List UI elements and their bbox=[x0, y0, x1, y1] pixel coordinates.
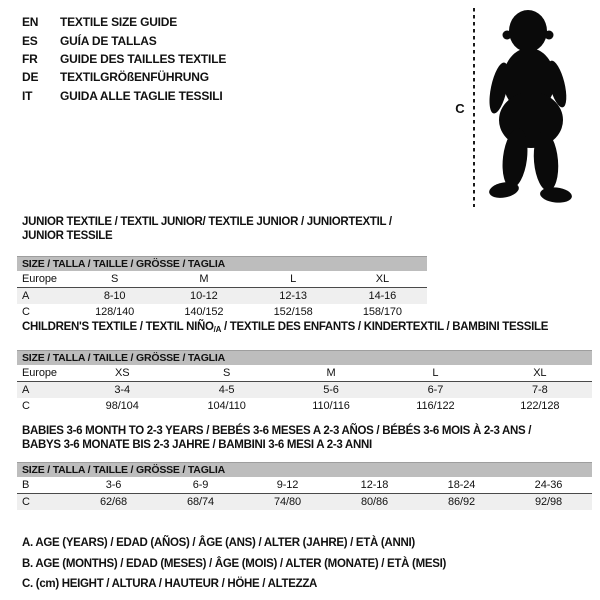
size-cell: XL bbox=[375, 273, 389, 285]
row-label: C bbox=[22, 400, 30, 412]
language-row bbox=[22, 50, 226, 68]
size-cell: 3-4 bbox=[114, 384, 130, 396]
table-title-line bbox=[22, 424, 592, 438]
size-cell: M bbox=[326, 367, 336, 379]
row-label: C bbox=[22, 496, 30, 508]
size-cell: 18-24 bbox=[447, 479, 476, 491]
language-code: EN bbox=[22, 15, 39, 30]
size-header-band: SIZE / TALLA / TAILLE / GRÖSSE / TAGLIA bbox=[17, 462, 592, 477]
footnotes bbox=[22, 533, 446, 595]
size-cell: 5-6 bbox=[323, 384, 339, 396]
size-cell: XS bbox=[114, 367, 130, 379]
size-cell: S bbox=[111, 273, 119, 285]
size-cell: 86/92 bbox=[447, 496, 476, 508]
size-cell: 3-6 bbox=[105, 479, 122, 491]
size-cell: 6-7 bbox=[427, 384, 444, 396]
size-row-c bbox=[17, 494, 592, 510]
size-row-c bbox=[17, 304, 427, 320]
language-code: DE bbox=[22, 70, 39, 85]
size-row-europe bbox=[17, 365, 592, 382]
size-cell: 92/98 bbox=[534, 496, 563, 508]
size-cell: 7-8 bbox=[532, 384, 548, 396]
title-text: BABIES 3-6 MONTH TO 2-3 YEARS / BEBÉS 3-6 MESES A 2-3 AÑOS / BÉBÉS 3-6 MOIS À 2-3 ANS / bbox=[22, 425, 532, 437]
language-row bbox=[22, 13, 226, 31]
title-subscript: /A bbox=[213, 325, 222, 334]
language-title: TEXTILE SIZE GUIDE bbox=[60, 15, 178, 30]
children-table-body bbox=[17, 365, 592, 414]
size-cell: 12-18 bbox=[360, 479, 389, 491]
size-cell: XL bbox=[533, 367, 547, 379]
row-label: A bbox=[22, 384, 30, 396]
size-cell: 10-12 bbox=[190, 290, 218, 302]
size-row-c bbox=[17, 398, 592, 414]
children-table-title bbox=[17, 320, 592, 337]
row-label: Europe bbox=[22, 367, 57, 379]
language-row bbox=[22, 31, 226, 49]
size-cell: 6-9 bbox=[192, 479, 209, 491]
size-header-band: SIZE / TALLA / TAILLE / GRÖSSE / TAGLIA bbox=[17, 256, 427, 271]
babies-size-table bbox=[17, 424, 592, 510]
language-title: GUIDA ALLE TAGLIE TESSILI bbox=[60, 88, 223, 103]
title-text: / TEXTILE DES ENFANTS / KINDERTEXTIL / BAMBINI TESSILE bbox=[221, 321, 549, 333]
row-label: Europe bbox=[22, 273, 57, 285]
size-cell: S bbox=[222, 367, 231, 379]
table-title-line bbox=[22, 320, 592, 337]
size-cell: L bbox=[290, 273, 297, 285]
size-cell: 122/128 bbox=[520, 400, 560, 412]
language-title: GUIDE DES TAILLES TEXTILE bbox=[60, 51, 227, 66]
size-cell: 12-13 bbox=[279, 290, 307, 302]
row-label: B bbox=[22, 479, 30, 491]
language-list bbox=[22, 13, 226, 105]
footnote-b: B. AGE (MONTHS) / EDAD (MESES) / ÂGE (MOIS) / ALTER (MONATE) / ETÀ (MESI) bbox=[22, 557, 447, 570]
language-code: ES bbox=[22, 33, 38, 48]
size-cell: 74/80 bbox=[273, 496, 302, 508]
size-cell: 158/170 bbox=[362, 306, 402, 318]
size-cell: 9-12 bbox=[276, 479, 299, 491]
language-code: IT bbox=[22, 88, 33, 103]
title-text: JUNIOR TEXTILE / TEXTIL JUNIOR/ TEXTILE JUNIOR / JUNIORTEXTIL / JUNIOR TESSILE bbox=[22, 216, 392, 242]
language-title: TEXTILGRÖßENFÜHRUNG bbox=[60, 70, 209, 85]
size-cell: 98/104 bbox=[105, 400, 139, 412]
size-row-europe bbox=[17, 271, 427, 288]
table-title-line bbox=[22, 438, 592, 452]
size-cell: 24-36 bbox=[534, 479, 563, 491]
language-row bbox=[22, 68, 226, 86]
size-cell: M bbox=[199, 273, 209, 285]
size-cell: 104/110 bbox=[207, 400, 246, 412]
children-size-table bbox=[17, 320, 592, 414]
footnote-c: C. (cm) HEIGHT / ALTURA / HAUTEUR / HÖHE / ALTEZZA bbox=[22, 578, 318, 590]
size-cell: L bbox=[432, 367, 439, 379]
size-row-a bbox=[17, 382, 592, 398]
size-cell: 140/152 bbox=[184, 306, 224, 318]
size-row-a bbox=[17, 288, 427, 304]
footnote-a: A. AGE (YEARS) / EDAD (AÑOS) / ÂGE (ANS) / ALTER (JAHRE) / ETÀ (ANNI) bbox=[22, 537, 415, 549]
title-text: BABYS 3-6 MONATE BIS 2-3 JAHRE / BAMBINI 3-6 MESI A 2-3 ANNI bbox=[22, 439, 372, 451]
size-cell: 116/122 bbox=[416, 400, 455, 412]
height-dotted-line bbox=[473, 8, 475, 207]
language-code: FR bbox=[22, 51, 38, 66]
size-cell: 110/116 bbox=[312, 400, 350, 412]
junior-table-body bbox=[17, 271, 427, 320]
language-title: GUÍA DE TALLAS bbox=[60, 33, 157, 48]
babies-table-title bbox=[17, 424, 592, 452]
junior-table-title bbox=[17, 215, 427, 243]
size-cell: 62/68 bbox=[99, 496, 128, 508]
size-cell: 68/74 bbox=[186, 496, 215, 508]
size-cell: 128/140 bbox=[95, 306, 135, 318]
toddler-silhouette-image bbox=[484, 4, 584, 206]
babies-table-body bbox=[17, 477, 592, 510]
size-header-band: SIZE / TALLA / TAILLE / GRÖSSE / TAGLIA bbox=[17, 350, 592, 365]
size-cell: 8-10 bbox=[103, 290, 126, 302]
language-row bbox=[22, 87, 226, 105]
size-cell: 80/86 bbox=[360, 496, 389, 508]
row-label: C bbox=[22, 306, 30, 318]
height-measure-label: C bbox=[455, 101, 465, 116]
junior-size-table bbox=[17, 215, 427, 320]
row-label: A bbox=[22, 290, 30, 302]
size-cell: 4-5 bbox=[218, 384, 235, 396]
table-title-line bbox=[22, 215, 427, 243]
size-cell: 152/158 bbox=[273, 306, 313, 318]
size-cell: 14-16 bbox=[368, 290, 397, 302]
size-row-b bbox=[17, 477, 592, 494]
title-text: CHILDREN'S TEXTILE / TEXTIL NIÑO bbox=[22, 321, 214, 333]
